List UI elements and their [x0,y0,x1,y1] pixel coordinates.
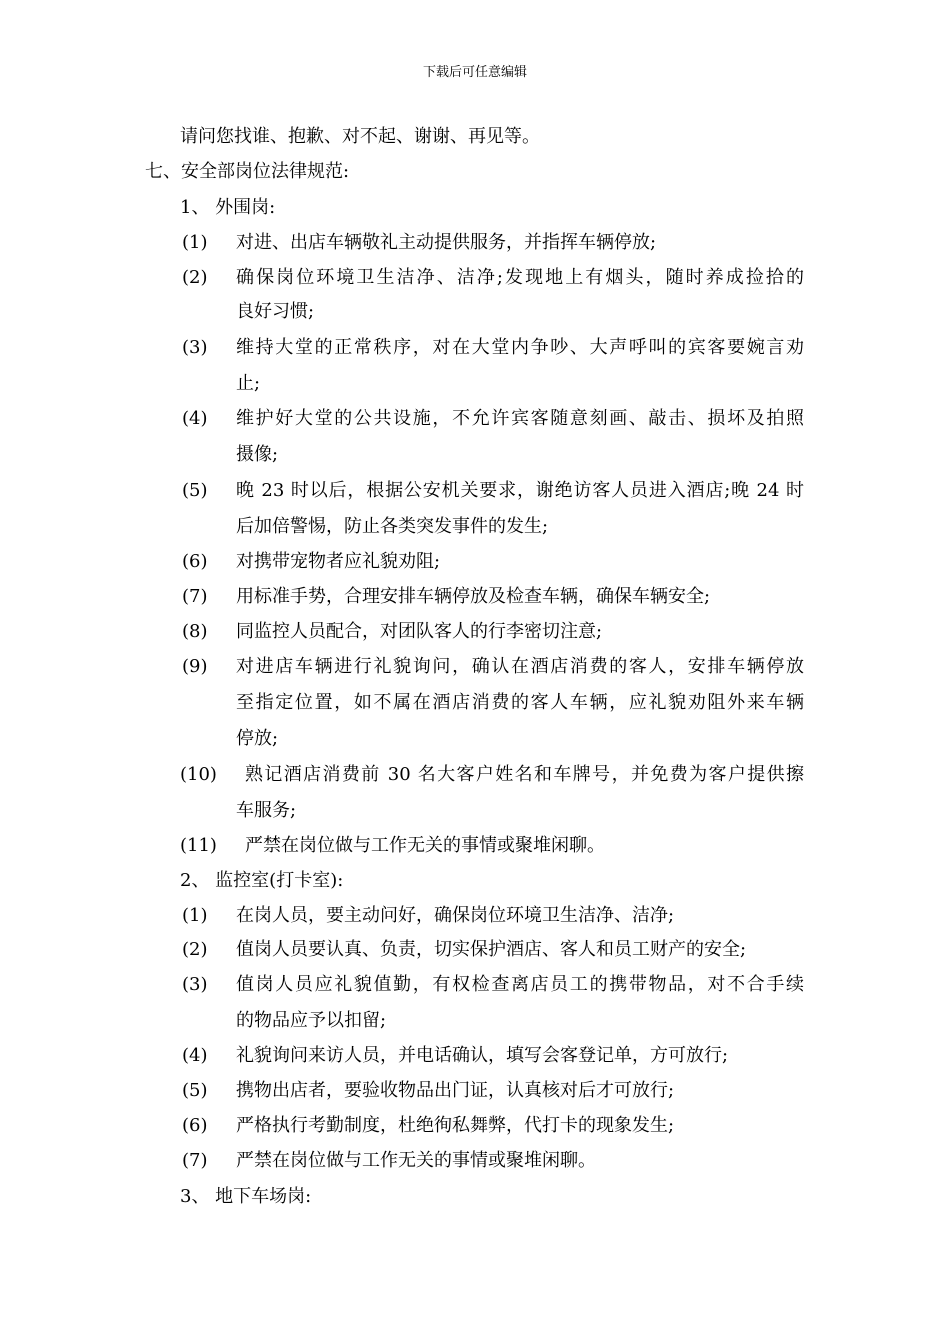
list-item-continuation: 止; [236,373,261,394]
list-item-number: (1) [182,905,208,926]
list-item-text: 严禁在岗位做与工作无关的事情或聚堆闲聊。 [236,1150,596,1171]
list-item-number: (4) [182,1045,208,1066]
list-item-number: (1) [182,232,208,253]
list-item-text: 确保岗位环境卫生洁净、洁净;发现地上有烟头，随时养成捡拾的 [236,267,804,288]
list-item-continuation: 摄像; [236,444,279,465]
list-item-number: (9) [182,656,208,677]
list-item-text: 在岗人员，要主动问好，确保岗位环境卫生洁净、洁净; [236,905,675,926]
list-item-number: (2) [182,939,208,960]
list-item-text: 用标准手势，合理安排车辆停放及检查车辆，确保车辆安全; [236,586,711,607]
list-item-number: (4) [182,408,208,429]
list-item-number: (7) [182,586,208,607]
list-item-text: 维持大堂的正常秩序，对在大堂内争吵、大声呼叫的宾客要婉言劝 [236,337,804,358]
list-item-number: (8) [182,621,208,642]
list-item-text: 对进店车辆进行礼貌询问，确认在酒店消费的客人，安排车辆停放 [236,656,804,677]
list-item-text: 礼貌询问来访人员，并电话确认，填写会客登记单，方可放行; [236,1045,729,1066]
list-item-text: 携物出店者，要验收物品出门证，认真核对后才可放行; [236,1080,675,1101]
list-item-text: 维护好大堂的公共设施，不允许宾客随意刻画、敲击、损坏及拍照 [236,408,804,429]
list-item-text: 值岗人员要认真、负责，切实保护酒店、客人和员工财产的安全; [236,939,747,960]
subsection-heading: 3、 地下车场岗: [180,1186,312,1207]
list-item-text: 熟记酒店消费前 30 名大客户姓名和车牌号，并免费为客户提供擦 [245,764,804,785]
section-heading: 七、安全部岗位法律规范: [145,161,350,182]
subsection-heading: 1、 外围岗: [180,197,276,218]
list-item-continuation: 停放; [236,728,279,749]
list-item-number: (11) [180,835,217,856]
list-item-continuation: 至指定位置，如不属在酒店消费的客人车辆，应礼貌劝阻外来车辆 [236,692,804,713]
list-item-continuation: 良好习惯; [236,301,315,322]
body-line: 请问您找谁、抱歉、对不起、谢谢、再见等。 [180,126,540,147]
list-item-text: 同监控人员配合，对团队客人的行李密切注意; [236,621,603,642]
list-item-text: 对携带宠物者应礼貌劝阻; [236,551,441,572]
list-item-number: (5) [182,480,208,501]
subsection-heading: 2、 监控室(打卡室): [180,870,344,891]
list-item-number: (3) [182,974,208,995]
list-item-number: (7) [182,1150,208,1171]
list-item-text: 严禁在岗位做与工作无关的事情或聚堆闲聊。 [245,835,605,856]
list-item-number: (5) [182,1080,208,1101]
list-item-text: 值岗人员应礼貌值勤，有权检查离店员工的携带物品，对不合手续 [236,974,804,995]
list-item-continuation: 车服务; [236,800,297,821]
list-item-number: (10) [180,764,217,785]
list-item-number: (6) [182,1115,208,1136]
list-item-number: (6) [182,551,208,572]
list-item-continuation: 后加倍警惕，防止各类突发事件的发生; [236,516,549,537]
list-item-text: 晚 23 时以后，根据公安机关要求，谢绝访客人员进入酒店;晚 24 时 [236,480,804,501]
list-item-number: (2) [182,267,208,288]
list-item-text: 严格执行考勤制度，杜绝徇私舞弊，代打卡的现象发生; [236,1115,675,1136]
list-item-number: (3) [182,337,208,358]
page-header-note: 下载后可任意编辑 [422,65,527,80]
list-item-continuation: 的物品应予以扣留; [236,1010,387,1031]
list-item-text: 对进、出店车辆敬礼主动提供服务，并指挥车辆停放; [236,232,657,253]
